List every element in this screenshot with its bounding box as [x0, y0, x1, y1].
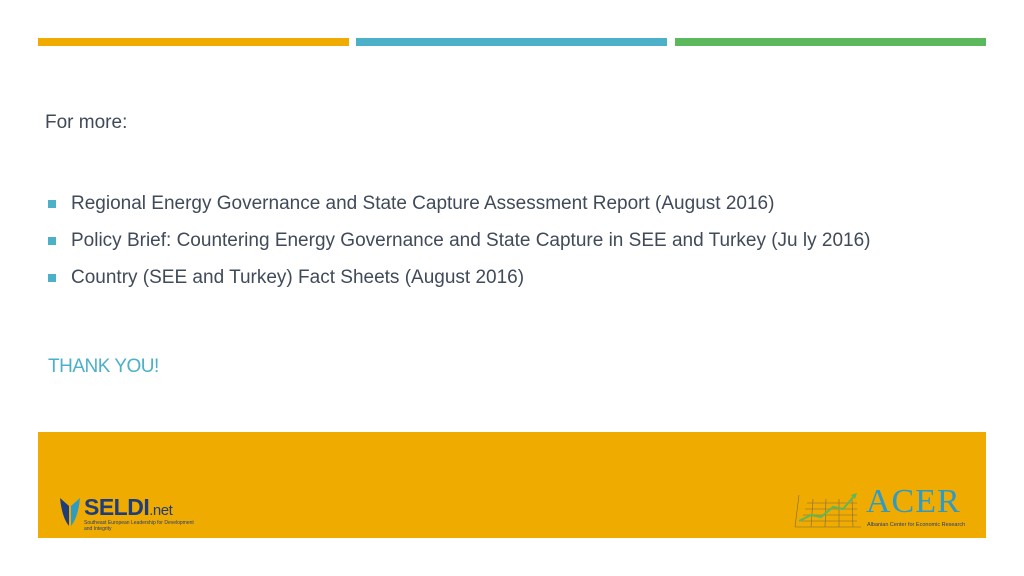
top-bar-green: [675, 38, 986, 46]
list-item-text: Policy Brief: Countering Energy Governance and State Capture in SEE and Turkey (Ju ly 2016): [71, 229, 871, 251]
acer-chart-icon: [791, 489, 865, 531]
seldi-logo: [58, 494, 198, 536]
resource-list: [48, 185, 870, 296]
thank-you-text: THANK YOU!: [48, 356, 159, 377]
seldi-tagline: Southeast European Leadership for Development and Integrity: [84, 520, 194, 532]
acer-wordmark: ACER: [866, 483, 961, 520]
acer-logo: [791, 483, 971, 533]
seldi-wordmark: SELDI.net: [84, 494, 173, 520]
footer-band: [38, 432, 986, 538]
list-item-text: Country (SEE and Turkey) Fact Sheets (August 2016): [71, 266, 525, 288]
square-bullet-icon: [48, 200, 56, 208]
list-item: [48, 222, 870, 259]
seldi-shield-icon: [58, 496, 82, 532]
intro-text: For more:: [45, 112, 128, 133]
acer-tagline: Albanian Center for Economic Research: [867, 522, 966, 528]
top-bar-orange: [38, 38, 349, 46]
list-item: [48, 185, 870, 222]
list-item: [48, 259, 870, 296]
list-item-text: Regional Energy Governance and State Capture Assessment Report (August 2016): [71, 192, 775, 214]
square-bullet-icon: [48, 274, 56, 282]
square-bullet-icon: [48, 237, 56, 245]
top-bar-teal: [356, 38, 667, 46]
